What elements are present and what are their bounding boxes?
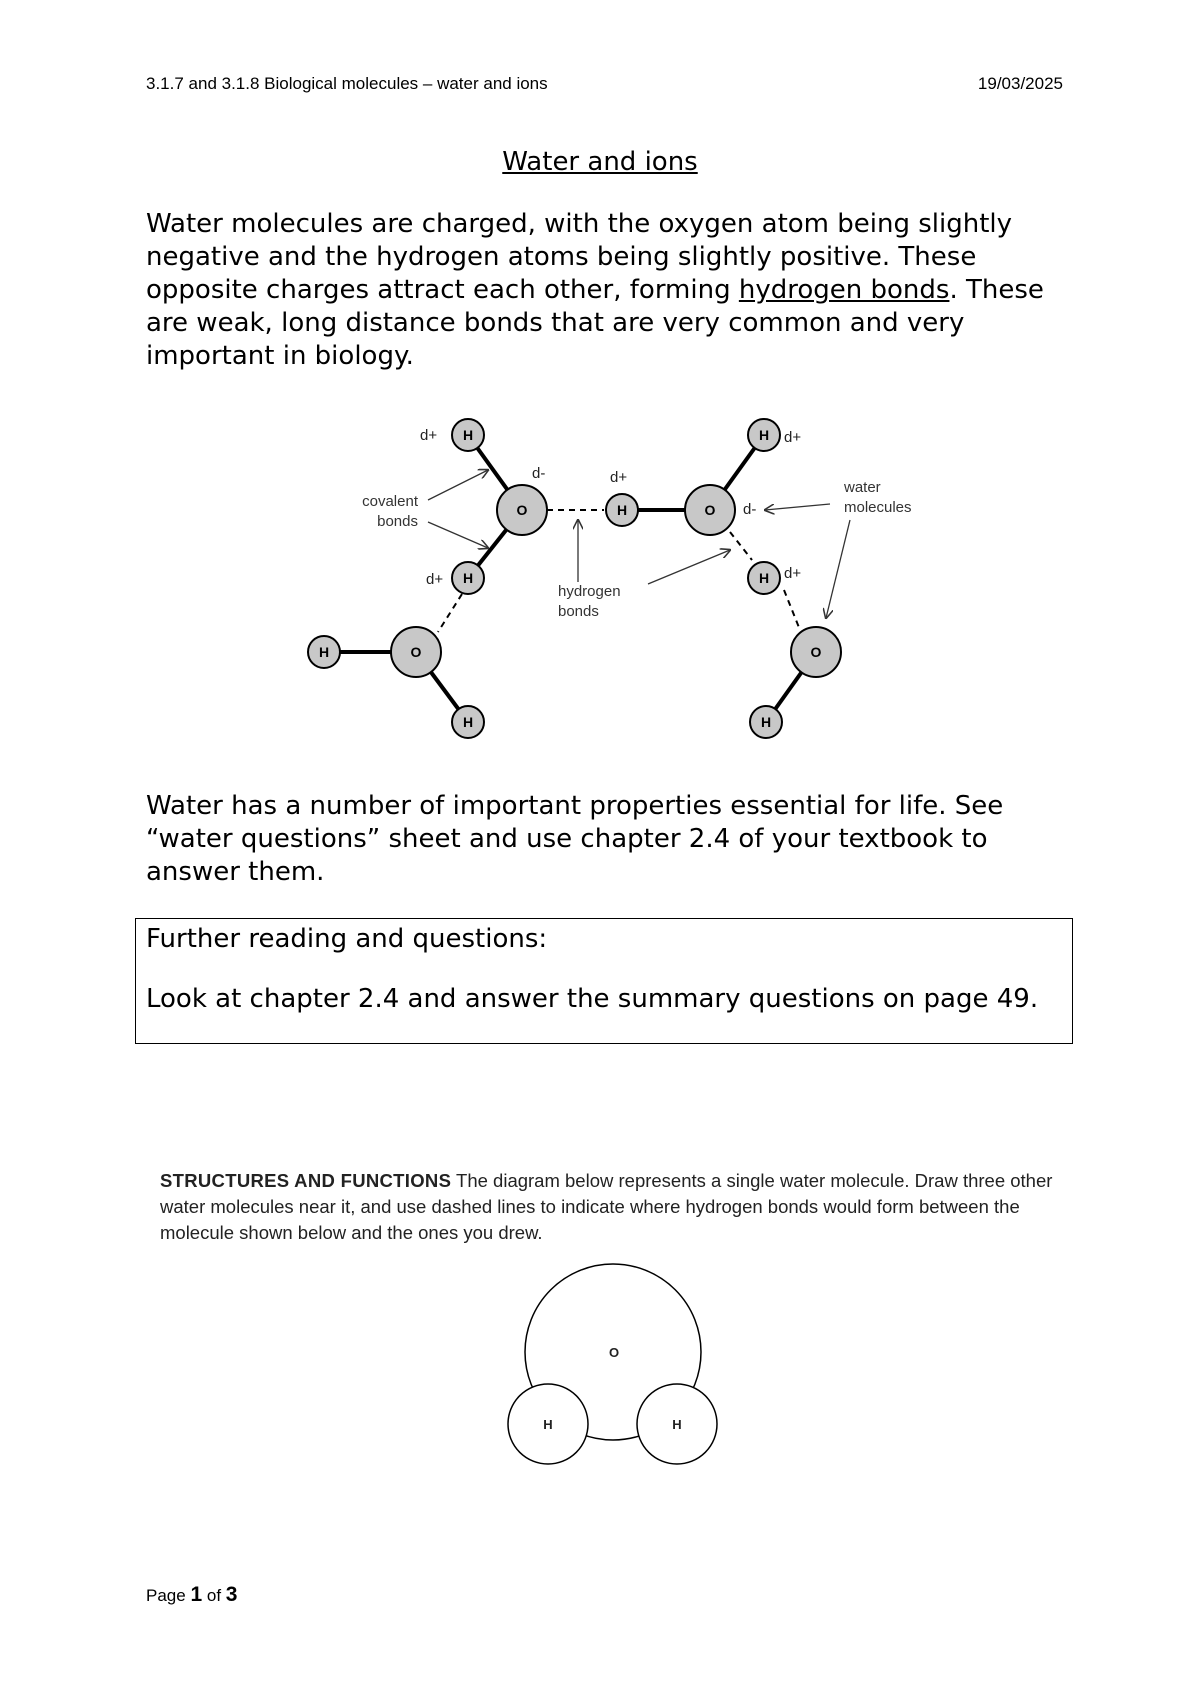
delta-minus-label: d- bbox=[532, 465, 546, 482]
covalent-bonds-label: covalent bbox=[362, 493, 418, 510]
water-molecules-label: water bbox=[844, 479, 881, 496]
hydrogen-bond-dash bbox=[784, 590, 800, 630]
exercise-body: The diagram below represents a single water molecule. Draw three other water molecules near it, and use dashed lines to indicate where hydrogen bonds would form between the molecule shown below and the ones you drew. bbox=[160, 1170, 1053, 1243]
page-title: Water and ions bbox=[502, 147, 698, 177]
atom-label: O bbox=[516, 502, 528, 518]
hydrogen-label: H bbox=[543, 1417, 553, 1432]
arrow bbox=[765, 504, 830, 510]
atom-label: H bbox=[758, 427, 770, 443]
atom-label: H bbox=[758, 570, 770, 586]
delta-minus-label: d- bbox=[743, 501, 757, 518]
header-date: 19/03/2025 bbox=[977, 74, 1063, 93]
properties-paragraph: Water has a number of important properties essential for life. See “water questions” sheet and use chapter 2.4 of your textbook to answer them. bbox=[146, 791, 1004, 887]
further-reading-heading: Further reading and questions: bbox=[146, 924, 548, 954]
water-molecules-label: molecules bbox=[844, 499, 912, 516]
hydrogen-bond-dash bbox=[730, 532, 752, 560]
footer-of-word: of bbox=[206, 1586, 222, 1605]
atom-label: H bbox=[760, 714, 772, 730]
page-footer bbox=[146, 1583, 237, 1607]
exercise-heading: STRUCTURES AND FUNCTIONS bbox=[160, 1170, 452, 1191]
hydrogen-label: H bbox=[672, 1417, 682, 1432]
oxygen-label: O bbox=[608, 1345, 620, 1360]
further-reading-box bbox=[135, 918, 1073, 1044]
header-title: 3.1.7 and 3.1.8 Biological molecules – water and ions bbox=[146, 74, 548, 93]
arrow bbox=[428, 470, 488, 500]
further-reading-text: Look at chapter 2.4 and answer the summary questions on page 49. bbox=[146, 984, 1039, 1014]
atom-label: H bbox=[616, 502, 628, 518]
footer-page-number: 1 bbox=[190, 1583, 203, 1606]
footer-page-total: 3 bbox=[225, 1583, 238, 1606]
hydrogen-bond-dash bbox=[438, 594, 462, 632]
intro-text-after: . These are weak, long distance bonds that are very common and very important in biology. bbox=[146, 275, 1044, 371]
delta-plus-label: d+ bbox=[420, 427, 438, 444]
atom-label: O bbox=[410, 644, 422, 660]
atom-label: H bbox=[462, 570, 474, 586]
atom-label: O bbox=[704, 502, 716, 518]
arrow bbox=[428, 522, 488, 548]
hydrogen-bonds-label: hydrogen bbox=[558, 583, 621, 600]
atom-label: H bbox=[462, 427, 474, 443]
hydrogen-bond-diagram bbox=[300, 410, 940, 750]
exercise-text bbox=[160, 1168, 1060, 1246]
intro-text-before: Water molecules are charged, with the oxygen atom being slightly negative and the hydrogen atoms being slightly positive. These opposite charges attract each other, forming bbox=[146, 209, 1013, 305]
arrow bbox=[648, 550, 730, 584]
footer-page-word: Page bbox=[146, 1586, 186, 1605]
delta-plus-label: d+ bbox=[784, 429, 802, 446]
arrow bbox=[826, 520, 850, 618]
intro-paragraph bbox=[146, 208, 1066, 373]
hydrogen-bonds-label: bonds bbox=[558, 603, 599, 620]
delta-plus-label: d+ bbox=[426, 571, 444, 588]
atom-label: O bbox=[810, 644, 822, 660]
hydrogen-bonds-term: hydrogen bonds bbox=[738, 275, 950, 305]
atom-label: H bbox=[318, 644, 330, 660]
atom-label: H bbox=[462, 714, 474, 730]
delta-plus-label: d+ bbox=[610, 469, 628, 486]
covalent-bonds-label: bonds bbox=[377, 513, 418, 530]
single-water-molecule-diagram bbox=[500, 1262, 730, 1472]
delta-plus-label: d+ bbox=[784, 565, 802, 582]
